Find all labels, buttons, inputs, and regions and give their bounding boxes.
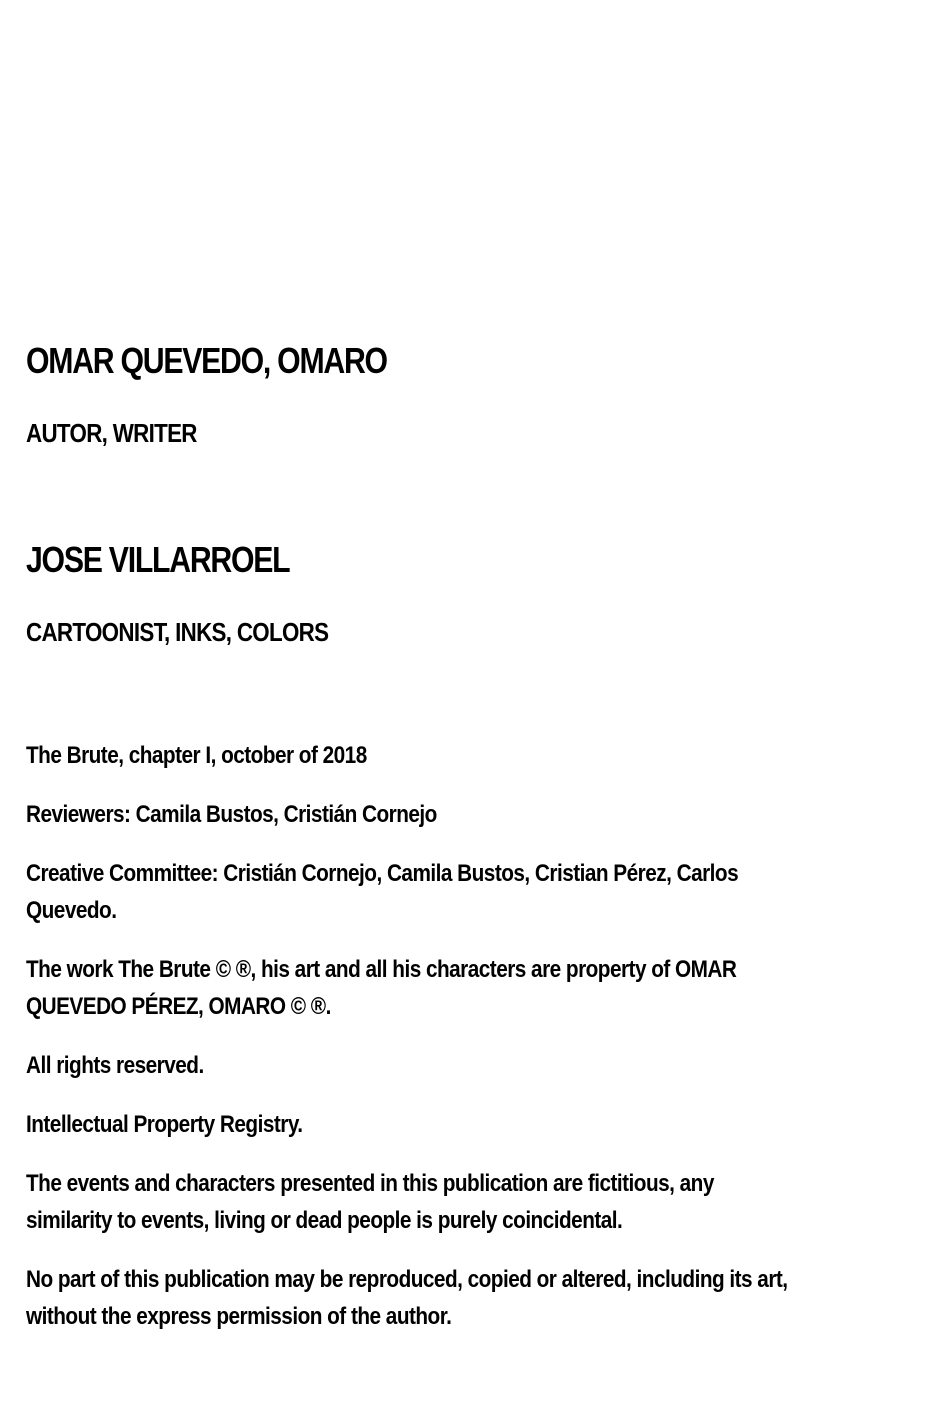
property-notice-paragraph [26,951,908,1025]
author-name: OMAR QUEVEDO, OMARO [26,340,387,381]
fiction-disclaimer-line-1: The events and characters presented in this publication are fictitious, any [26,1170,714,1197]
registry-line: Intellectual Property Registry. [26,1111,303,1138]
fiction-disclaimer-paragraph [26,1165,908,1239]
permission-notice-line-1: No part of this publication may be reproduced, copied or altered, including its art, [26,1266,788,1293]
fiction-disclaimer-line-2: similarity to events, living or dead people is purely coincidental. [26,1207,623,1234]
reviewers-line: Reviewers: Camila Bustos, Cristián Cornejo [26,801,437,828]
creative-committee-paragraph [26,855,908,929]
permission-notice-line-2: without the express permission of the author. [26,1303,452,1330]
publication-info [26,737,908,1357]
edition-line: The Brute, chapter I, october of 2018 [26,742,367,769]
permission-notice-paragraph [26,1261,908,1335]
artist-name: JOSE VILLARROEL [26,539,290,580]
creative-committee-line-2: Quevedo. [26,897,117,924]
rights-reserved-line: All rights reserved. [26,1052,204,1079]
artist-role: CARTOONIST, INKS, COLORS [26,617,329,647]
creative-committee-line-1: Creative Committee: Cristián Cornejo, Camila Bustos, Cristian Pérez, Carlos [26,860,739,887]
property-notice-line-2: QUEVEDO PÉREZ, OMARO © ®. [26,993,331,1020]
author-role: AUTOR, WRITER [26,418,197,448]
property-notice-line-1: The work The Brute © ®, his art and all his characters are property of OMAR [26,956,737,983]
